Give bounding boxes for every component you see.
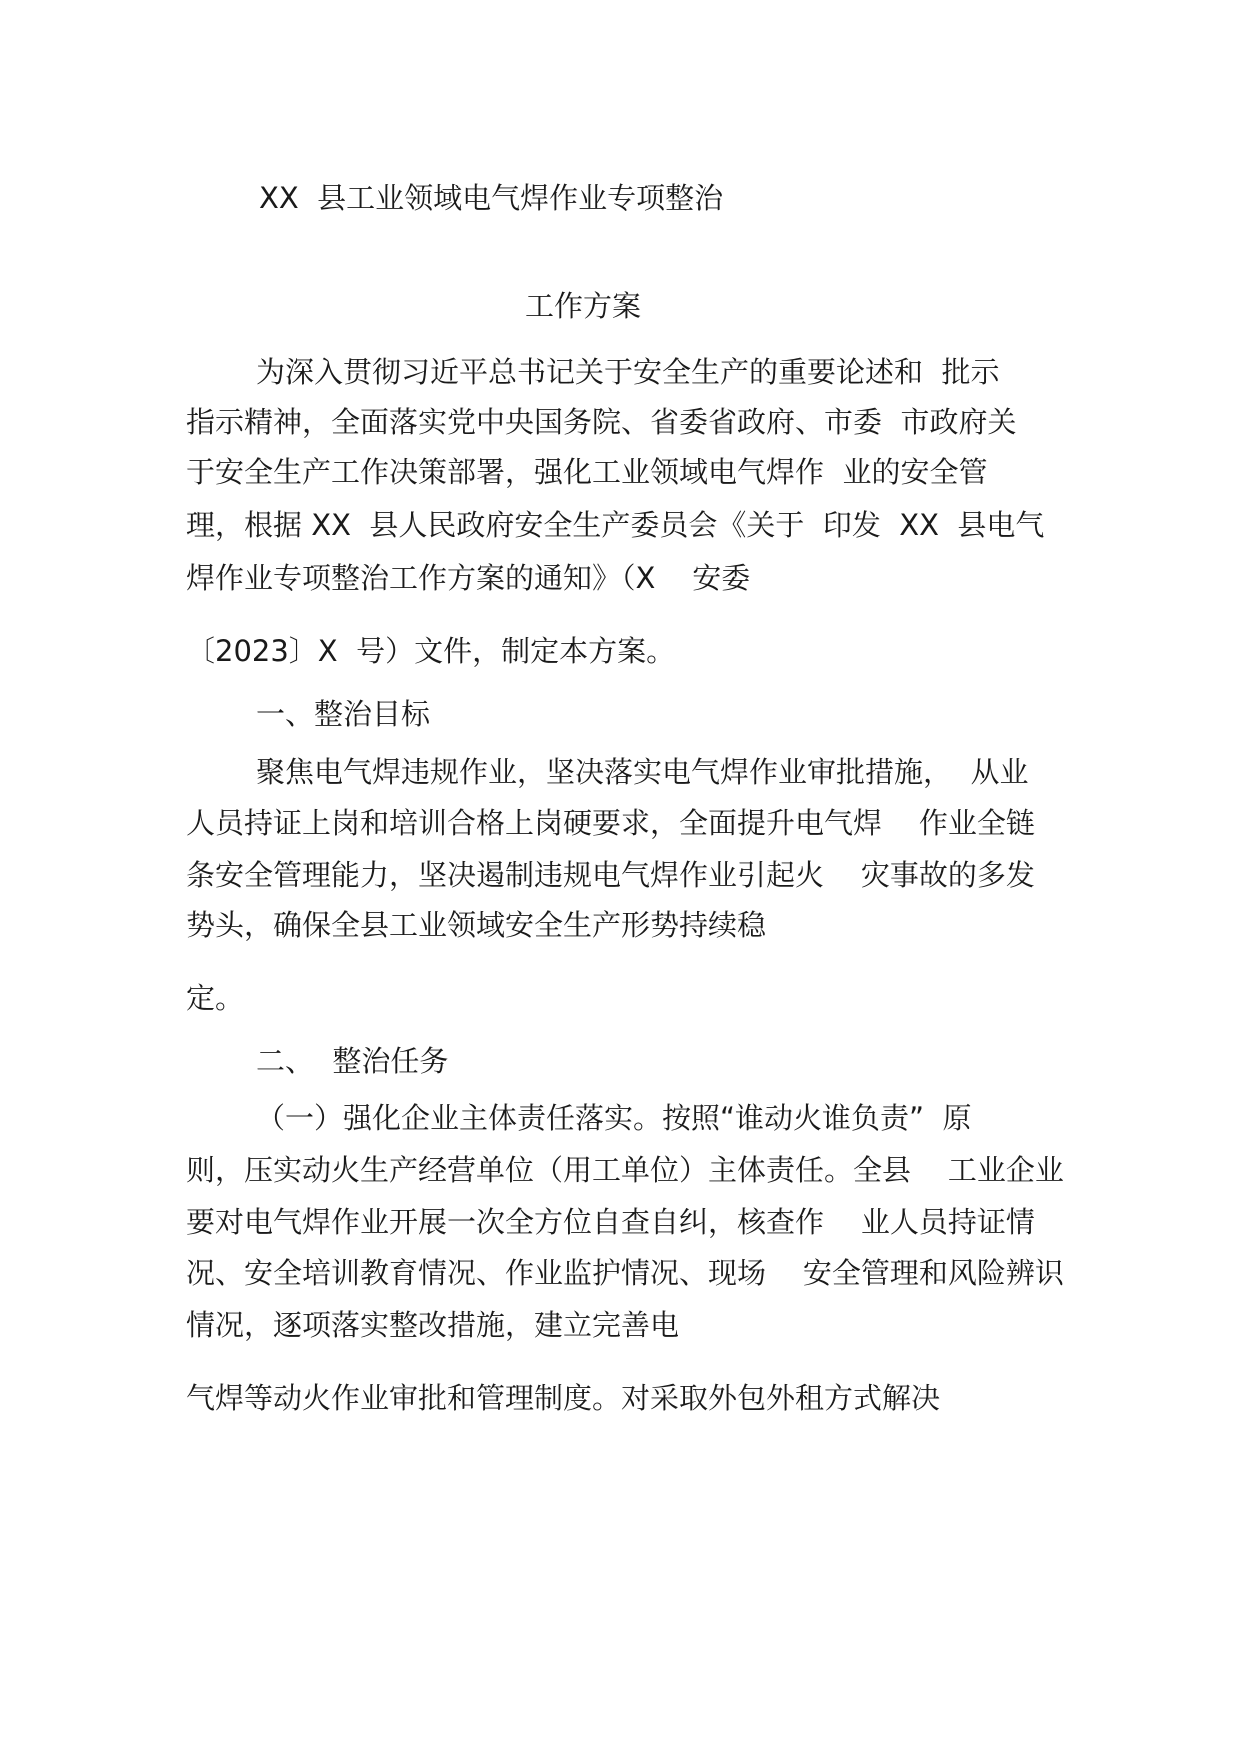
paragraph-line: 焊作业专项整治工作方案的通知》（X 安委 (186, 561, 751, 595)
paragraph-line: 为深入贯彻习近平总书记关于安全生产的重要论述和 批示 (256, 355, 1000, 389)
document-title-line-1: XX 县工业领域电气焊作业专项整治 (259, 181, 724, 215)
paragraph-line: 定。 (186, 981, 245, 1015)
paragraph-line: 势头，确保全县工业领域安全生产形势持续稳 (186, 908, 767, 942)
paragraph-line: 人员持证上岗和培训合格上岗硬要求，全面提升电气焊 作业全链 (186, 806, 1035, 840)
paragraph-line: 于安全生产工作决策部署，强化工业领域电气焊作 业的安全管 (186, 455, 988, 489)
section-heading: 一、整治目标 (256, 697, 431, 731)
paragraph-line: 气焊等动火作业审批和管理制度。对采取外包外租方式解决 (186, 1381, 941, 1415)
paragraph-line: 〔2023〕X 号）文件，制定本方案。 (186, 634, 676, 668)
section-heading: 二、 整治任务 (256, 1044, 449, 1078)
paragraph-line: 指示精神，全面落实党中央国务院、省委省政府、市委 市政府关 (186, 405, 1017, 439)
paragraph-line: （一）强化企业主体责任落实。按照“谁动火谁负责” 原 (256, 1101, 972, 1135)
paragraph-line: 聚焦电气焊违规作业，坚决落实电气焊作业审批措施， 从业 (256, 755, 1029, 789)
paragraph-line: 理，根据 XX 县人民政府安全生产委员会《关于 印发 XX 县电气 (186, 508, 1045, 542)
paragraph-line: 要对电气焊作业开展一次全方位自查自纠，核查作 业人员持证情 (186, 1205, 1035, 1239)
paragraph-line: 则，压实动火生产经营单位（用工单位）主体责任。全县 工业企业 (186, 1153, 1064, 1187)
paragraph-line: 情况，逐项落实整改措施，建立完善电 (186, 1308, 680, 1342)
paragraph-line: 况、安全培训教育情况、作业监护情况、现场 安全管理和风险辨识 (186, 1256, 1064, 1290)
document-title-line-2: 工作方案 (525, 289, 642, 323)
paragraph-line: 条安全管理能力，坚决遏制违规电气焊作业引起火 灾事故的多发 (186, 858, 1035, 892)
